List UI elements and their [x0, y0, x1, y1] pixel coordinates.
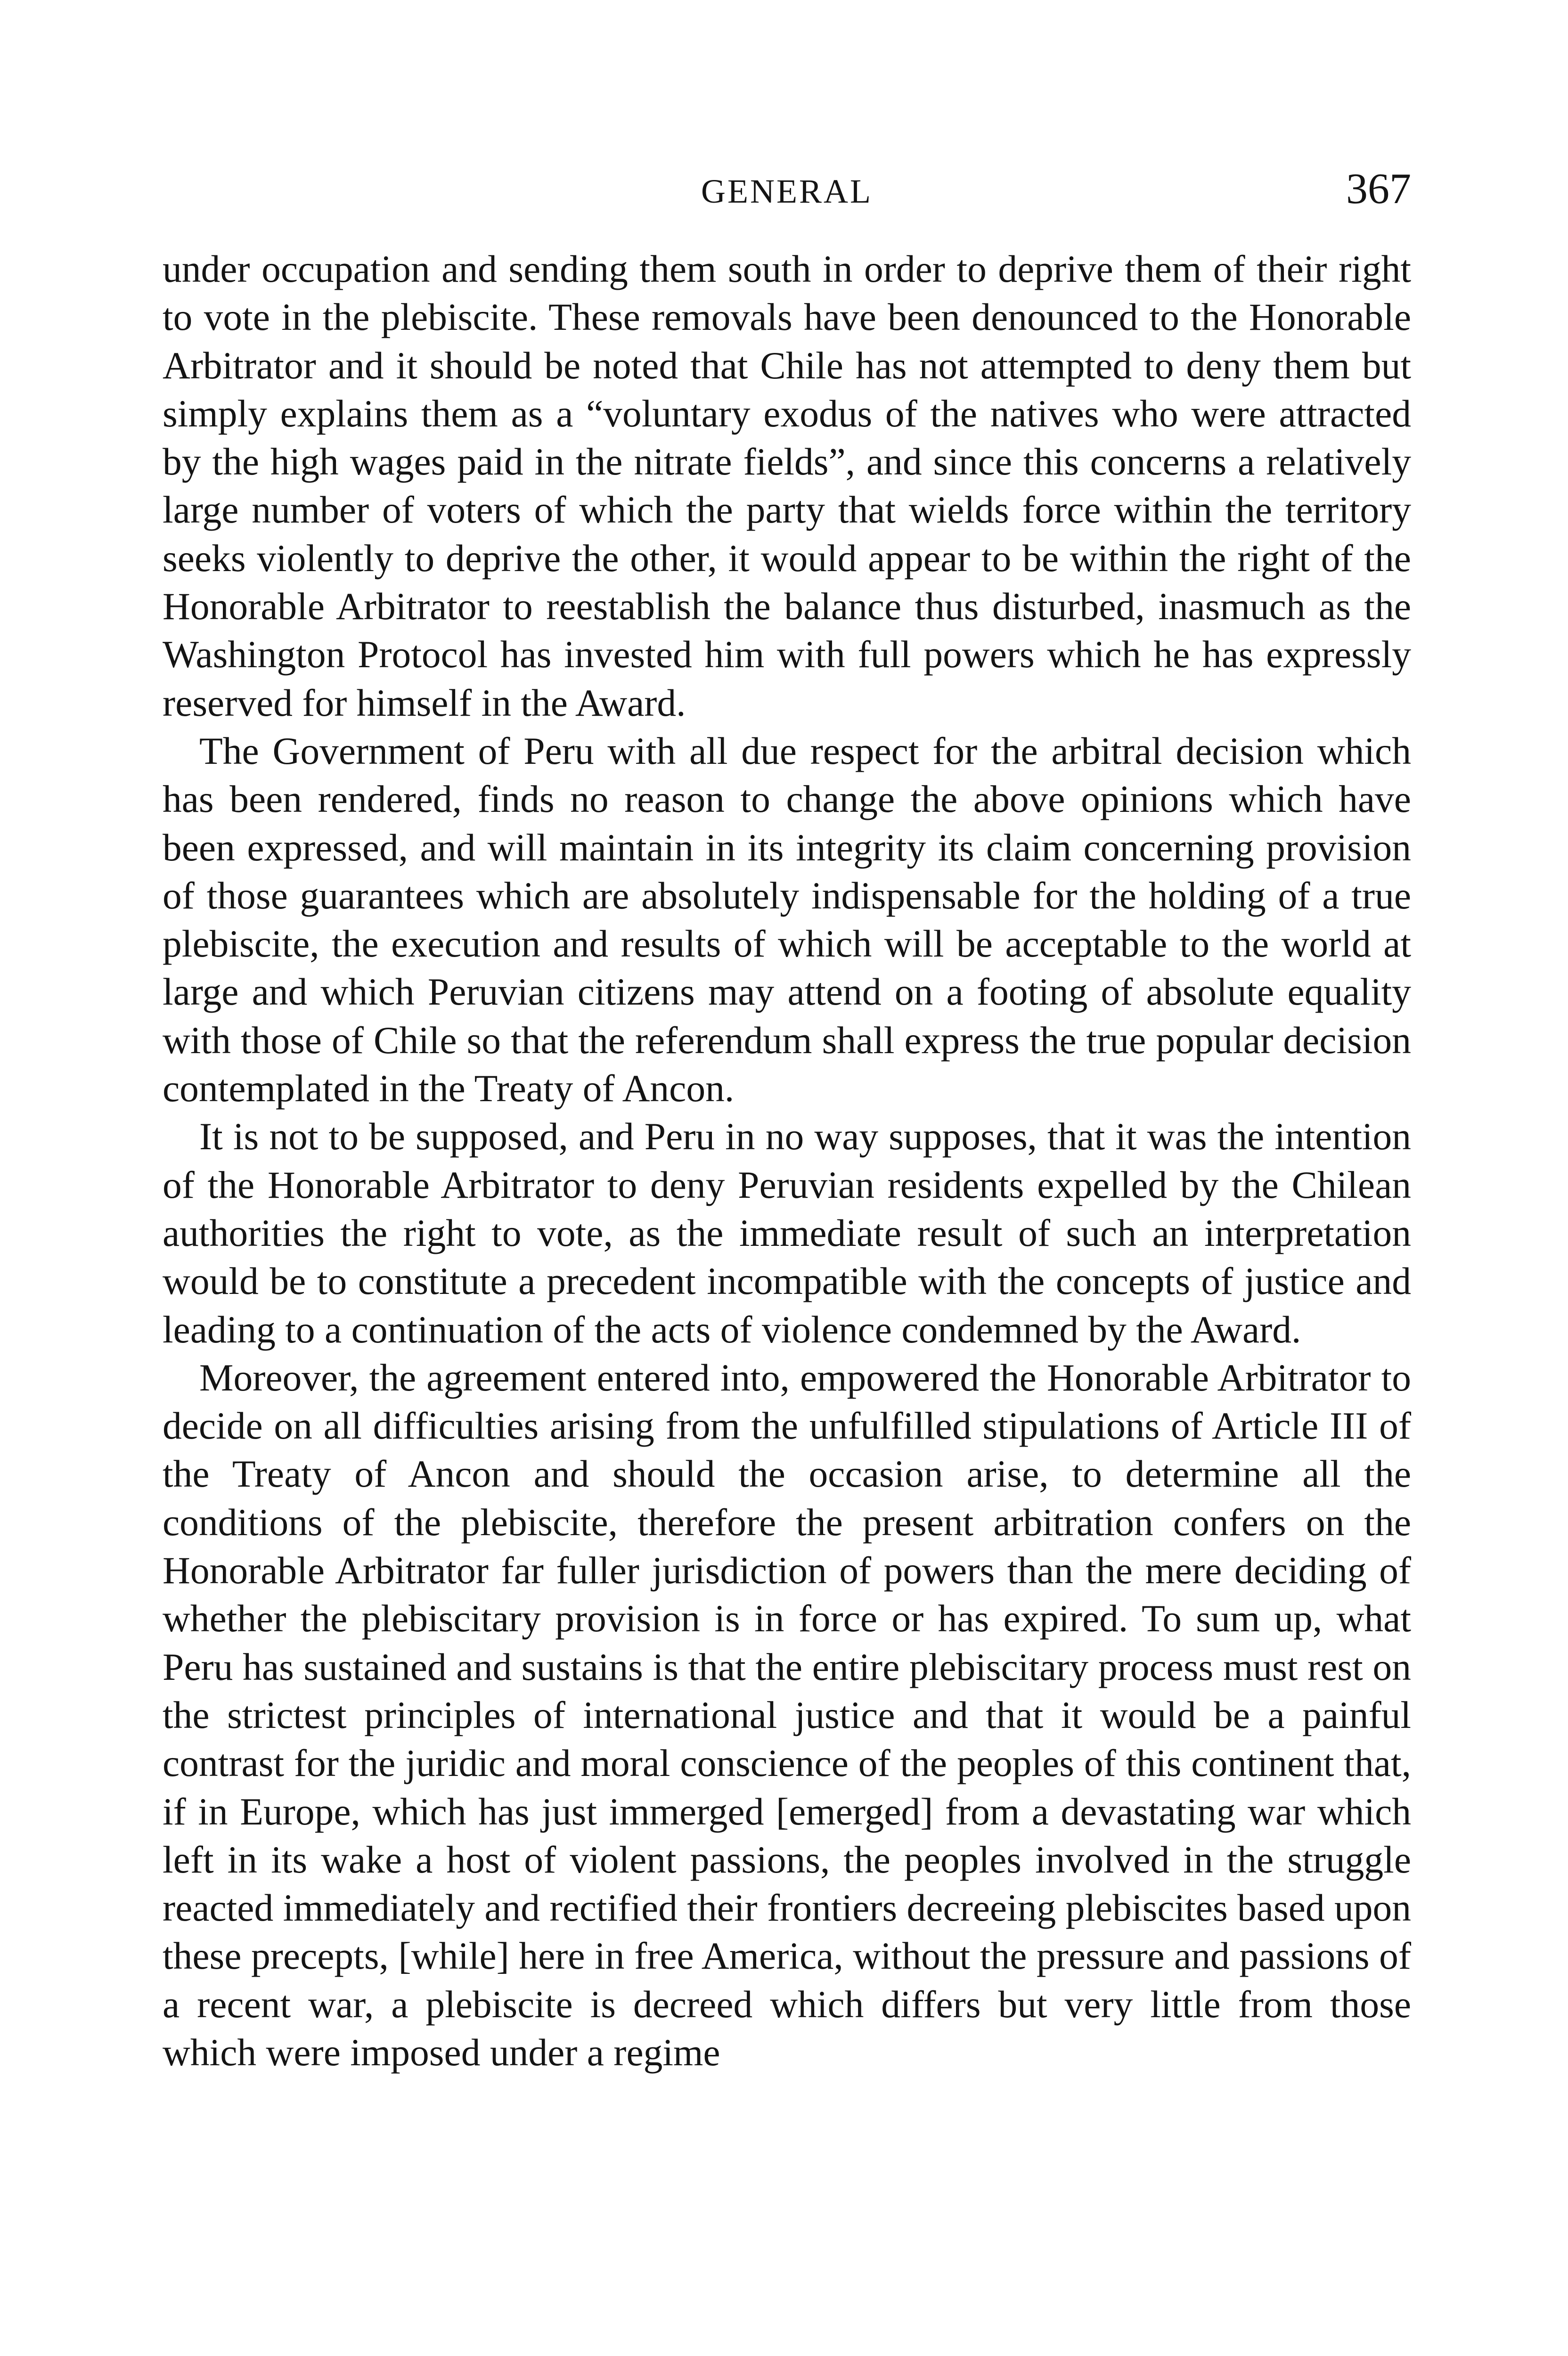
running-head [163, 164, 1411, 219]
paragraph-continuation: under occupation and sending them south in order to deprive them of their right to vote in the plebiscite. These removals have been denounced to the Honorable Arbitrator and it should be noted that Chile has not attempted to deny them but simply explains them as a “voluntary exodus of the natives who were attracted by the high wages paid in the nitrate fields”, and since this concerns a relatively large number of voters of which the party that wields force within the territory seeks violently to deprive the other, it would appear to be within the right of the Honorable Arbitrator to reestablish the balance thus disturbed, inasmuch as the Washington Protocol has invested him with full powers which he has expressly reserved for himself in the Award. [163, 247, 1411, 724]
running-head-title: GENERAL [701, 172, 873, 210]
paragraph-not-supposed: It is not to be supposed, and Peru in no way supposes, that it was the intention of the Honorable Arbitrator to deny Peruvian residents expelled by the Chilean authorities the right to vote, as the immediate result of such an interpretation would be to constitute a precedent incompatible with the concepts of justice and leading to a continuation of the acts of violence condemned by the Award. [163, 1115, 1411, 1351]
paragraph-government-of-peru: The Government of Peru with all due respect for the arbitral decision which has been rendered, finds no reason to change the above opinions which have been expressed, and will maintain in its integrity its claim concerning provision of those guarantees which are absolutely indispensable for the holding of a true plebiscite, the execution and results of which will be acceptable to the world at large and which Peruvian citizens may attend on a footing of absolute equality with those of Chile so that the referendum shall express the true popular decision contemplated in the Treaty of Ancon. [163, 729, 1411, 1110]
paragraph-moreover: Moreover, the agreement entered into, empowered the Honorable Arbitrator to decide on all difficulties arising from the unfulfilled stipulations of Article III of the Treaty of Ancon and should the occasion arise, to determine all the conditions of the plebiscite, therefore the present arbitration confers on the Honorable Arbitrator far fuller jurisdiction of powers than the mere deciding of whether the plebiscitary provision is in force or has expired. To sum up, what Peru has sustained and sustains is that the entire plebiscitary process must rest on the strictest principles of international justice and that it would be a painful contrast for the juridic and moral conscience of the peoples of this continent that, if in Europe, which has just immerged [emerged] from a devastating war which left in its wake a host of violent passions, the peoples involved in the struggle reacted immediately and rectified their frontiers decreeing plebiscites based upon these precepts, [while] here in free America, without the pressure and passions of a recent war, a plebiscite is decreed which differs but very little from those which were imposed under a regime [163, 1356, 1411, 2074]
page-number: 367 [1346, 164, 1411, 213]
body-text [163, 245, 1411, 2077]
